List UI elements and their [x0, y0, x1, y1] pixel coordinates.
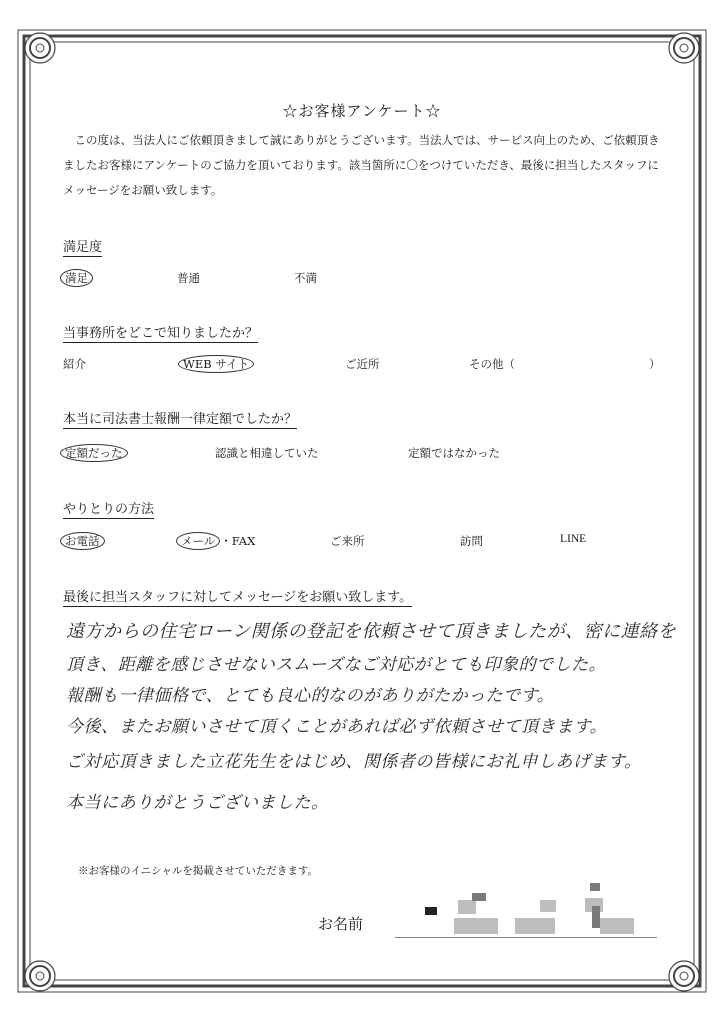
source-option-web: [183, 356, 254, 372]
contact-option-line: LINE: [560, 533, 587, 545]
source-heading: 当事務所をどこで知りましたか？: [63, 322, 258, 343]
message-line: 今後、またお願いさせて頂くことがあれば必ず依頼させて頂きます。: [66, 717, 608, 737]
contact-option-phone: [65, 533, 105, 549]
contact-option-visit-office: ご来所: [330, 534, 365, 548]
fee-heading: 本当に司法書士報酬一律定額でしたか？: [63, 408, 297, 429]
fee-option-different: 認識と相違していた: [215, 446, 319, 460]
initials-note: ※お客様のイニシャルを掲載させていただきます。: [78, 865, 319, 877]
source-option-referral: 紹介: [63, 357, 86, 371]
source-option-other: その他（: [469, 357, 515, 371]
satisfaction-heading: 満足度: [63, 236, 102, 257]
message-line: 遠方からの住宅ローン関係の登記を依頼させて頂きましたが、密に連絡を: [66, 621, 677, 642]
selected-circle: お電話: [60, 532, 105, 550]
survey-title: ☆お客様アンケート☆: [282, 102, 442, 120]
source-option-neighborhood: ご近所: [345, 357, 380, 371]
source-option-other-close: ）: [649, 357, 661, 371]
message-heading: 最後に担当スタッフに対してメッセージをお願い致します。: [63, 586, 412, 607]
message-line: 頂き、距離を感じさせないスムーズなご対応がとても印象的でした。: [66, 655, 607, 675]
contact-option-mail-fax: メール ・FAX: [181, 533, 255, 549]
message-line: ご対応頂きました立花先生をはじめ、関係者の皆様にお礼申しあげます。: [66, 752, 642, 772]
satisfaction-option-unsatisfied: 不満: [294, 271, 317, 285]
name-underline: [395, 937, 657, 938]
fee-option-fixed: [65, 445, 128, 461]
name-label: お名前: [318, 915, 364, 933]
intro-text: この度は、当法人にご依頼頂きまして誠にありがとうございます。当法人では、サービス向上のため、ご依頼頂きましたお客様にアンケートのご協力を頂いております。該当箇所に〇をつけていただき、最後に担当したスタッフにメッセージをお願い致します。: [63, 133, 660, 197]
message-line: 本当にありがとうございました。: [66, 793, 329, 813]
message-line: 報酬も一律価格で、とても良心的なのがありがたかったです。: [66, 686, 555, 706]
selected-circle: WEB サイト: [178, 355, 254, 373]
satisfaction-option-normal: 普通: [177, 271, 200, 285]
selected-circle: 定額だった: [60, 444, 128, 462]
contact-option-home-visit: 訪問: [460, 534, 483, 548]
fee-option-not-fixed: 定額ではなかった: [408, 446, 500, 460]
satisfaction-option-satisfied: [65, 270, 93, 286]
selected-circle: メール: [176, 532, 220, 550]
contact-heading: やりとりの方法: [63, 498, 154, 519]
selected-circle: 満足: [60, 269, 93, 287]
